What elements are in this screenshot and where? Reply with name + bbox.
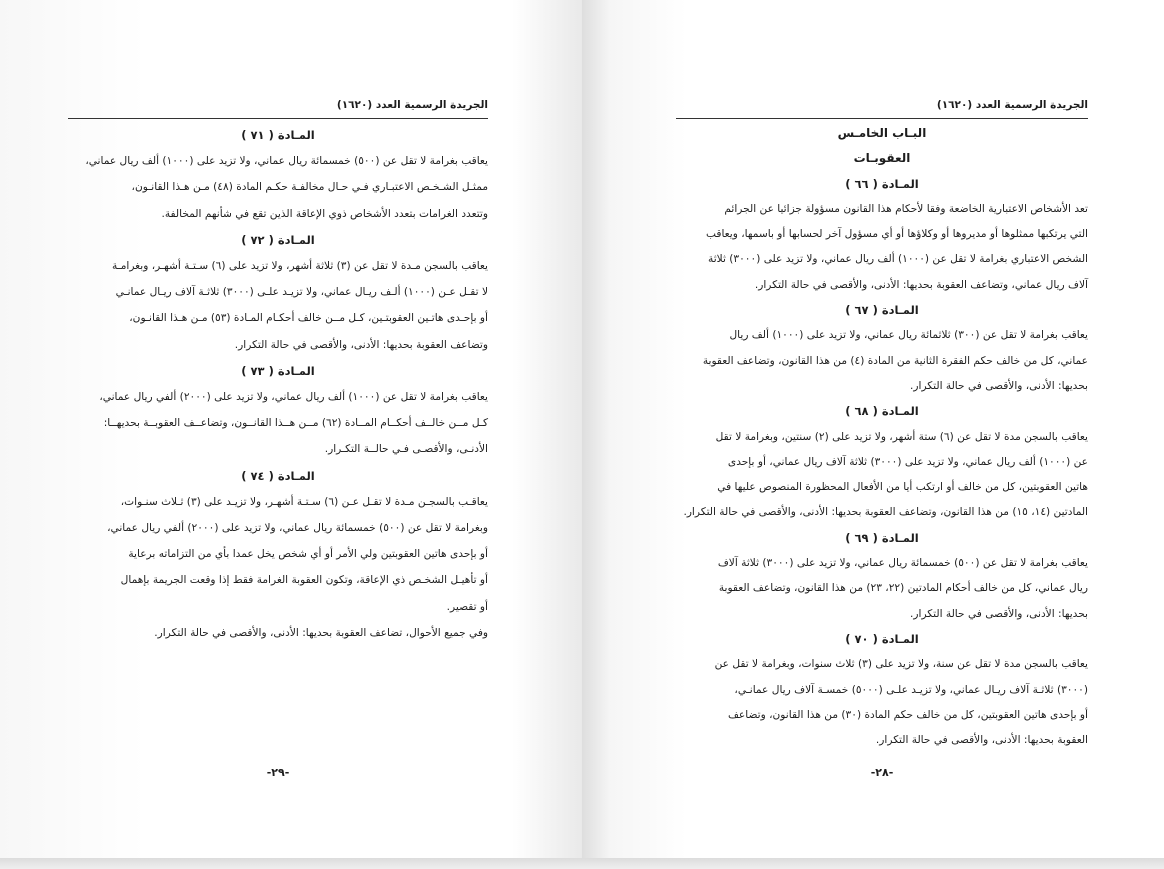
article-heading: المـادة ( ٧٣ ) — [241, 363, 315, 378]
text-line: تعد الأشخاص الاعتبارية الخاضعة وفقا لأحكام هذا القانون مسؤولة جزائيا عن الجرائم — [724, 202, 1088, 215]
text-line: وتتعدد الغرامات بتعدد الأشخاص ذوي الإعاقة الذين تقع في شأنهم المخالفة. — [161, 207, 488, 220]
text-line: عماني، كل من خالف حكم الفقرة الثانية من المادة (٤) من هذا القانون، وتضاعف العقوبة — [702, 354, 1088, 367]
text-line: الأدنـى، والأقصـى فـي حالــة التكـرار. — [324, 443, 488, 456]
text-line: يعاقب بغرامة لا تقل عن (٥٠٠) خمسمائة ريال عماني، ولا تزيد على (١٠٠٠) ألف ريال عماني، — [85, 155, 488, 168]
text-line: (٣٠٠٠) ثلاثـة آلاف ريـال عماني، ولا تزيـد علـى (٥٠٠٠) خمسـة آلاف ريال عمانـي، — [734, 683, 1088, 696]
text-line: أو بإحدى هاتين العقوبتين، كل من خالف حكم المادة (٣٠) من هذا القانون، وتضاعف — [727, 708, 1088, 721]
text-line: ريال عماني، كل من خالف أحكام المادتين (٢٢، ٢٣) من هذا القانون، وتضاعف العقوبة — [718, 582, 1088, 595]
article-heading: المـادة ( ٦٧ ) — [845, 303, 919, 318]
text-line: يعاقب بغرامة لا تقل عن (٣٠٠) ثلاثمائة ريال عماني، ولا تزيد على (١٠٠٠) ألف ريال — [729, 329, 1088, 342]
page-header: الجريدة الرسمية العدد (١٦٢٠) — [676, 96, 1088, 119]
text-line: كـل مــن خالــف أحكــام المــادة (٦٢) مــن هــذا القانــون، وتضاعــف العقوبــة بحديهــا: — [103, 417, 488, 430]
text-line: وتضاعف العقوبة بحديها: الأدنى، والأقصى في حالة التكرار. — [234, 338, 488, 351]
page-number: -٢٨- — [870, 766, 894, 779]
text-line: يعاقـب بالسجـن مـدة لا تقـل عـن (٦) سـتـة أشهـر، ولا تزيـد على (٣) ثـلاث سنـوات، — [120, 495, 488, 508]
page-content — [68, 122, 488, 646]
left-page — [0, 0, 582, 862]
text-line: يعاقب بالسجن مـدة لا تقل عن (٣) ثلاثة أشهر، ولا تزيد على (٦) سـتـة أشهـر، وبغرامـة — [111, 260, 488, 273]
page-header: الجريدة الرسمية العدد (١٦٢٠) — [68, 96, 488, 119]
text-line: التي يرتكبها ممثلوها أو مديروها أو وكلاؤها أو أي مسؤول آخر لحسابها أو باسمها، ويعاقب — [705, 228, 1088, 241]
article-heading: المـادة ( ٦٩ ) — [845, 530, 919, 545]
page-content — [676, 121, 1088, 753]
chapter-title: البـاب الخامـس — [837, 126, 927, 140]
text-line: يعاقب بغرامة لا تقل عن (٥٠٠) خمسمائة ريال عماني، ولا تزيد على (٣٠٠٠) ثلاثة آلاف — [717, 557, 1088, 570]
article-heading: المـادة ( ٧٢ ) — [241, 232, 315, 247]
text-line: أو بإحـدى هاتـين العقوبتـين، كـل مــن خالف أحكـام المـادة (٥٣) مـن هـذا القانـون، — [129, 312, 488, 325]
text-line: آلاف ريال عماني، وتضاعف العقوبة بحديها: الأدنى، والأقصى في حالة التكرار. — [754, 278, 1088, 291]
article-heading: المـادة ( ٧٠ ) — [845, 631, 919, 646]
page-number: -٢٩- — [266, 766, 290, 779]
text-line: عن (١٠٠٠) ألف ريال عماني، ولا تزيد على (٣٠٠٠) ثلاثة آلاف ريال عماني، أو بإحدى — [727, 455, 1088, 468]
article-heading: المـادة ( ٦٨ ) — [845, 404, 919, 419]
text-line: أو تأهيـل الشخـص ذي الإعاقة، وتكون العقوبة الغرامة فقط إذا وقعت الجريمة بإهمال — [120, 574, 488, 587]
article-heading: المـادة ( ٦٦ ) — [845, 176, 919, 191]
text-line: الشخص الاعتباري بغرامة لا تقل عن (١٠٠٠) ألف ريال عماني، ولا تزيد على (٣٠٠٠) ثلاثة — [708, 253, 1088, 266]
spread-bottom-edge — [0, 858, 1164, 869]
text-line: يعاقب بالسجن مدة لا تقل عن سنة، ولا تزيد على (٣) ثلاث سنوات، وبغرامة لا تقل عن — [714, 658, 1088, 671]
text-line: بحديها: الأدنى، والأقصى في حالة التكرار. — [910, 607, 1088, 620]
text-line: وفي جميع الأحوال، تضاعف العقوبة بحديها: الأدنى، والأقصى في حالة التكرار. — [154, 626, 488, 639]
text-line: وبغرامة لا تقل عن (٥٠٠) خمسمائة ريال عماني، ولا تزيد على (٢٠٠٠) ألفي ريال عماني، — [107, 522, 488, 535]
text-line: لا تقـل عـن (١٠٠٠) ألـف ريـال عماني، ولا تزيـد علـى (٣٠٠٠) ثلاثـة آلاف ريـال عمانـي — [115, 286, 488, 299]
text-line: بحديها: الأدنى، والأقصى في حالة التكرار. — [910, 379, 1088, 392]
text-line: يعاقب بالسجن مدة لا تقل عن (٦) ستة أشهر، ولا تزيد على (٢) سنتين، وبغرامة لا تقل — [715, 430, 1088, 443]
text-line: المادتين (١٤، ١٥) من هذا القانون، وتضاعف العقوبة بحديها: الأدنى، والأقصى في حالة التكرار. — [683, 506, 1088, 519]
text-line: أو تقصير. — [446, 600, 488, 613]
article-heading: المـادة ( ٧١ ) — [241, 128, 315, 142]
right-page — [582, 0, 1164, 862]
text-line: العقوبة بحديها: الأدنى، والأقصى في حالة التكرار. — [875, 734, 1088, 747]
text-line: هاتين العقوبتين، كل من خالف أو ارتكب أيا من الأفعال المحظورة المنصوص عليها في — [717, 481, 1088, 494]
section-title: العقوبـات — [853, 151, 911, 166]
article-heading: المـادة ( ٧٤ ) — [241, 468, 315, 483]
text-line: يعاقب بغرامة لا تقل عن (١٠٠٠) ألف ريال عماني، ولا تزيد على (٢٠٠٠) ألفي ريال عماني، — [99, 391, 488, 404]
text-line: ممثـل الشـخـص الاعتبـاري فـي حـال مخالفـة حكـم المادة (٤٨) مـن هـذا القانـون، — [131, 181, 488, 194]
text-line: أو بإحدى هاتين العقوبتين ولي الأمر أو أي شخص يخل عمدا بأي من التزاماته برعاية — [128, 548, 488, 561]
